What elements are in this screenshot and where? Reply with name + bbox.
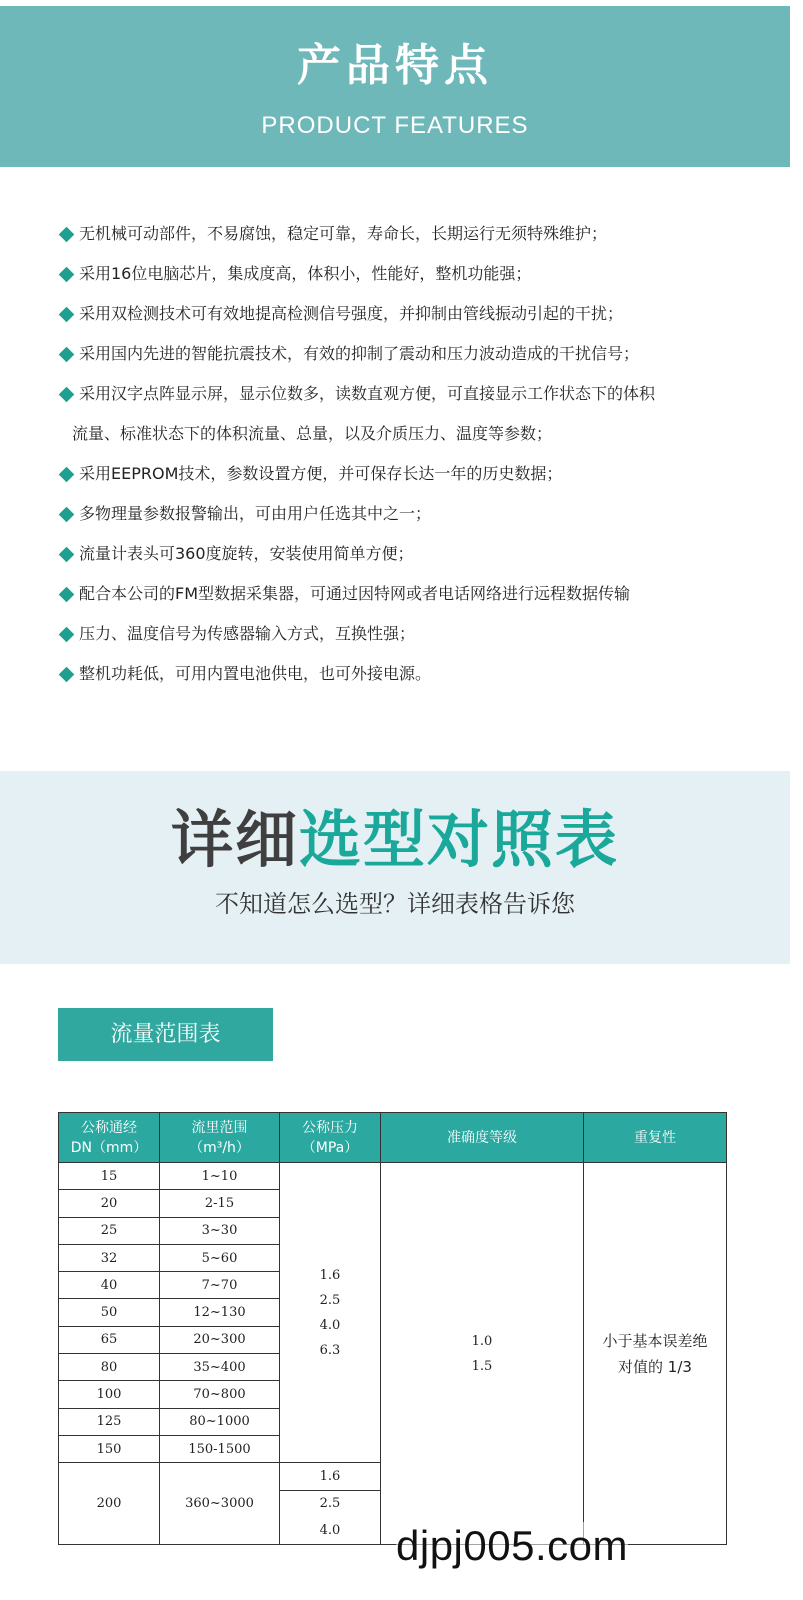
features-title-cn: 产品特点 [297, 40, 493, 91]
selection-subtitle: 不知道怎么选型？详细表格告诉您 [215, 890, 575, 918]
header-pressure: 公称压力 （MPa） [280, 1113, 381, 1163]
diamond-bullet-icon [59, 546, 75, 562]
cell-dn: 65 [59, 1326, 160, 1353]
cell-dn: 80 [59, 1354, 160, 1381]
feature-item: 压力、温度信号为传感器输入方式，互换性强； [58, 614, 778, 654]
cell-pressure-group2-item: 4.0 [280, 1517, 381, 1544]
flow-range-table-label: 流量范围表 [58, 1008, 273, 1061]
cell-dn: 32 [59, 1244, 160, 1271]
cell-dn: 100 [59, 1381, 160, 1408]
feature-item: 多物理量参数报警输出，可由用户任选其中之一； [58, 494, 778, 534]
feature-item: 整机功耗低，可用内置电池供电，也可外接电源。 [58, 654, 778, 694]
header-dn: 公称通经 DN（mm） [59, 1113, 160, 1163]
cell-dn: 20 [59, 1190, 160, 1217]
diamond-bullet-icon [59, 466, 75, 482]
cell-flow: 12~130 [160, 1299, 280, 1326]
cell-flow: 7~70 [160, 1272, 280, 1299]
cell-pressure-group1: 1.6 2.5 4.0 6.3 [280, 1163, 381, 1463]
watermark-text: djpj005.com [396, 1522, 628, 1569]
feature-item: 采用16位电脑芯片，集成度高，体积小，性能好，整机功能强； [58, 254, 778, 294]
cell-dn: 25 [59, 1217, 160, 1244]
table-row [59, 1163, 727, 1190]
diamond-bullet-icon [59, 266, 75, 282]
feature-item: 配合本公司的FM型数据采集器，可通过因特网或者电话网络进行远程数据传输 [58, 574, 778, 614]
feature-list [58, 214, 778, 694]
cell-flow: 2-15 [160, 1190, 280, 1217]
cell-flow: 35~400 [160, 1354, 280, 1381]
cell-flow: 5~60 [160, 1244, 280, 1271]
diamond-bullet-icon [59, 626, 75, 642]
cell-flow: 360~3000 [160, 1463, 280, 1545]
feature-item: 流量计表头可360度旋转，安装使用简单方便； [58, 534, 778, 574]
cell-dn: 150 [59, 1435, 160, 1462]
feature-item: 采用EEPROM技术，参数设置方便，并可保存长达一年的历史数据； [58, 454, 778, 494]
diamond-bullet-icon [59, 586, 75, 602]
diamond-bullet-icon [59, 666, 75, 682]
cell-accuracy: 1.0 1.5 [381, 1163, 584, 1545]
cell-flow: 80~1000 [160, 1408, 280, 1435]
table-header-row [59, 1113, 727, 1163]
selection-title-part2: 选型对照表 [299, 803, 620, 876]
feature-item-continuation: 流量、标准状态下的体积流量、总量，以及介质压力、温度等参数； [72, 424, 553, 443]
cell-dn: 15 [59, 1163, 160, 1190]
cell-dn: 125 [59, 1408, 160, 1435]
diamond-bullet-icon [59, 346, 75, 362]
feature-item: 采用汉字点阵显示屏，显示位数多，读数直观方便，可直接显示工作状态下的体积 [58, 374, 778, 414]
header-repeatability: 重复性 [584, 1113, 727, 1163]
cell-repeatability: 小于基本误差绝 对值的 1/3 [584, 1163, 727, 1545]
cell-flow: 1~10 [160, 1163, 280, 1190]
flow-range-table [58, 1112, 727, 1545]
product-features-banner [0, 6, 790, 167]
feature-item: 采用国内先进的智能抗震技术，有效的抑制了震动和压力波动造成的干扰信号； [58, 334, 778, 374]
diamond-bullet-icon [59, 226, 75, 242]
diamond-bullet-icon [59, 306, 75, 322]
header-accuracy: 准确度等级 [381, 1113, 584, 1163]
diamond-bullet-icon [59, 506, 75, 522]
cell-flow: 70~800 [160, 1381, 280, 1408]
cell-flow: 150-1500 [160, 1435, 280, 1462]
cell-pressure-group2-item: 2.5 [280, 1490, 381, 1517]
selection-title [0, 771, 790, 877]
feature-item: 无机械可动部件，不易腐蚀，稳定可靠，寿命长，长期运行无须特殊维护； [58, 214, 778, 254]
header-flow: 流里范围 （m³/h） [160, 1113, 280, 1163]
cell-dn: 50 [59, 1299, 160, 1326]
features-title-en: PRODUCT FEATURES [261, 112, 529, 139]
feature-item: 采用双检测技术可有效地提高检测信号强度，并抑制由管线振动引起的干扰； [58, 294, 778, 334]
diamond-bullet-icon [59, 386, 75, 402]
cell-flow: 3~30 [160, 1217, 280, 1244]
cell-dn: 40 [59, 1272, 160, 1299]
selection-title-part1: 详细 [170, 803, 299, 876]
cell-flow: 20~300 [160, 1326, 280, 1353]
cell-dn: 200 [59, 1463, 160, 1545]
cell-pressure-group2-item: 1.6 [280, 1463, 381, 1490]
selection-guide-banner [0, 771, 790, 964]
